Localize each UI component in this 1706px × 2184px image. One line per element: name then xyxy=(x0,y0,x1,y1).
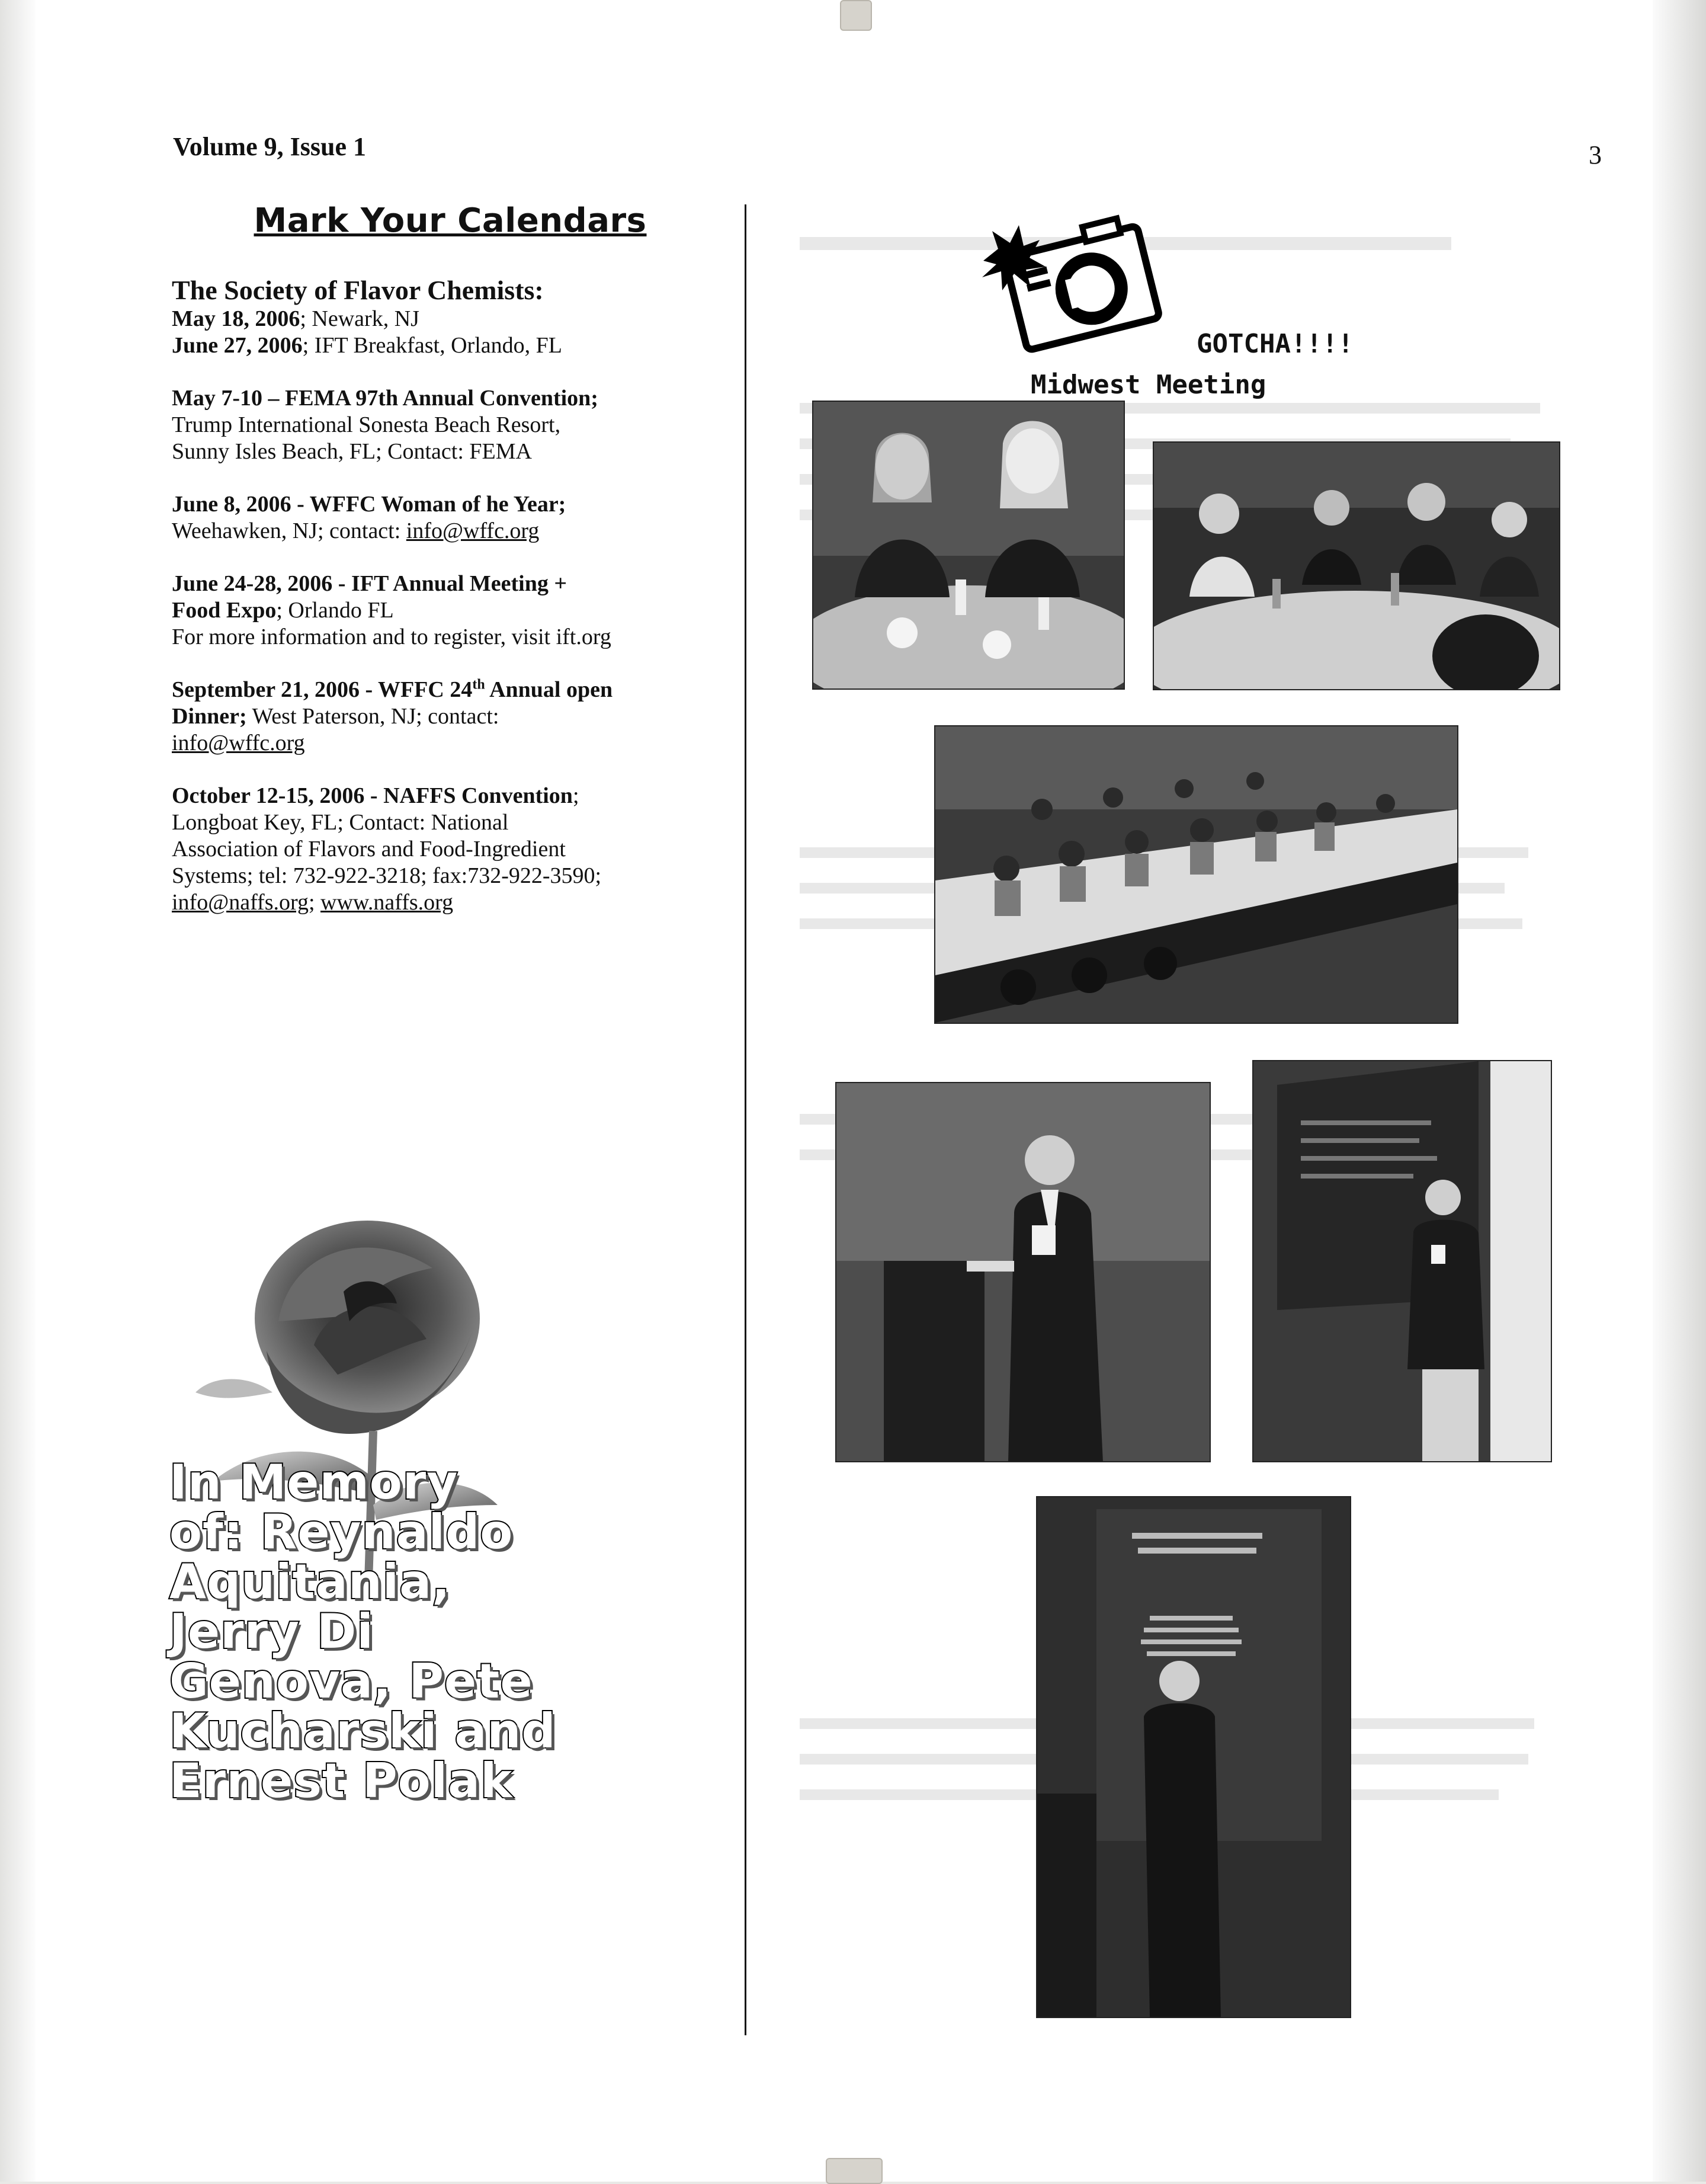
calendar-event-ift xyxy=(172,571,729,651)
ordinal-suffix: th xyxy=(472,677,485,693)
gallery-title: GOTCHA!!!! xyxy=(1197,329,1354,359)
event-heading: September 21, 2006 - WFFC 24 xyxy=(172,677,473,702)
memorial-line: of: Reynaldo xyxy=(169,1504,514,1559)
gallery-subtitle: Midwest Meeting xyxy=(1031,370,1266,400)
event-heading: October 12-15, 2006 - NAFFS Convention xyxy=(172,783,573,808)
email-link[interactable]: info@wffc.org xyxy=(172,731,305,755)
event-date: June 27, 2006 xyxy=(172,333,303,358)
camera-icon xyxy=(971,207,1173,361)
memorial-line: Aquitania, xyxy=(169,1554,451,1609)
memorial-line: Jerry Di xyxy=(169,1604,374,1659)
photo-speaker-podium xyxy=(835,1082,1211,1462)
photo-speaker-screen xyxy=(1252,1060,1552,1462)
page-edge-right xyxy=(1653,0,1706,2182)
photo-conference-room xyxy=(934,725,1458,1024)
event-detail: Trump International Sonesta Beach Resort, xyxy=(172,412,561,437)
email-link[interactable]: info@naffs.org xyxy=(172,890,309,915)
tape-bottom xyxy=(826,2158,883,2184)
event-heading: Dinner; xyxy=(172,704,247,729)
event-location: ; Orlando FL xyxy=(276,598,394,623)
event-heading: June 8, 2006 - WFFC Woman of he Year; xyxy=(172,492,566,517)
event-detail: Weehawken, NJ; contact: xyxy=(172,518,406,543)
separator: ; xyxy=(308,890,321,915)
event-heading: The Society of Flavor Chemists: xyxy=(172,275,544,305)
event-detail: Longboat Key, FL; Contact: National xyxy=(172,810,509,835)
event-punct: ; xyxy=(572,783,579,808)
memorial-line: In Memory xyxy=(169,1455,458,1510)
photo-banquet-table xyxy=(1153,441,1560,690)
column-divider xyxy=(745,204,746,2035)
photo-two-attendees xyxy=(812,401,1125,690)
photo-presentation-slide xyxy=(1036,1496,1351,2018)
tape-top xyxy=(840,0,872,31)
event-location: ; IFT Breakfast, Orlando, FL xyxy=(302,333,562,358)
memorial-line: Genova, Pete xyxy=(169,1654,533,1709)
event-detail: For more information and to register, visit ift.org xyxy=(172,625,611,649)
event-date: May 18, 2006 xyxy=(172,306,300,331)
event-heading: Food Expo xyxy=(172,598,277,623)
event-location: ; Newark, NJ xyxy=(300,306,419,331)
event-heading: Annual open xyxy=(485,677,613,702)
event-detail: Sunny Isles Beach, FL; Contact: FEMA xyxy=(172,439,532,464)
event-detail: Systems; tel: 732-922-3218; fax:732-922-3590; xyxy=(172,863,602,888)
calendar-title: Mark Your Calendars xyxy=(254,201,647,240)
page-edge-left xyxy=(0,0,36,2182)
memorial-line: Kucharski and xyxy=(169,1703,556,1759)
event-heading: June 24-28, 2006 - IFT Annual Meeting + xyxy=(172,571,567,596)
calendar-event-wffc-dinner xyxy=(172,677,729,757)
website-link[interactable]: www.naffs.org xyxy=(320,890,454,915)
event-detail: West Paterson, NJ; contact: xyxy=(246,704,499,729)
memorial-line: Ernest Polak xyxy=(169,1753,513,1808)
memorial-notice xyxy=(169,1455,703,1808)
email-link[interactable]: info@wffc.org xyxy=(406,518,540,543)
issue-label: Volume 9, Issue 1 xyxy=(173,132,366,161)
calendar-event-wffc-woman xyxy=(172,491,729,545)
calendar-event-naffs xyxy=(172,783,729,916)
calendar-event-fema xyxy=(172,385,729,465)
calendar-column xyxy=(172,201,729,942)
event-heading: May 7-10 – FEMA 97th Annual Convention; xyxy=(172,386,598,411)
event-detail: Association of Flavors and Food-Ingredient xyxy=(172,837,566,862)
page-number: 3 xyxy=(1589,140,1602,169)
calendar-event-sfc xyxy=(172,277,729,359)
